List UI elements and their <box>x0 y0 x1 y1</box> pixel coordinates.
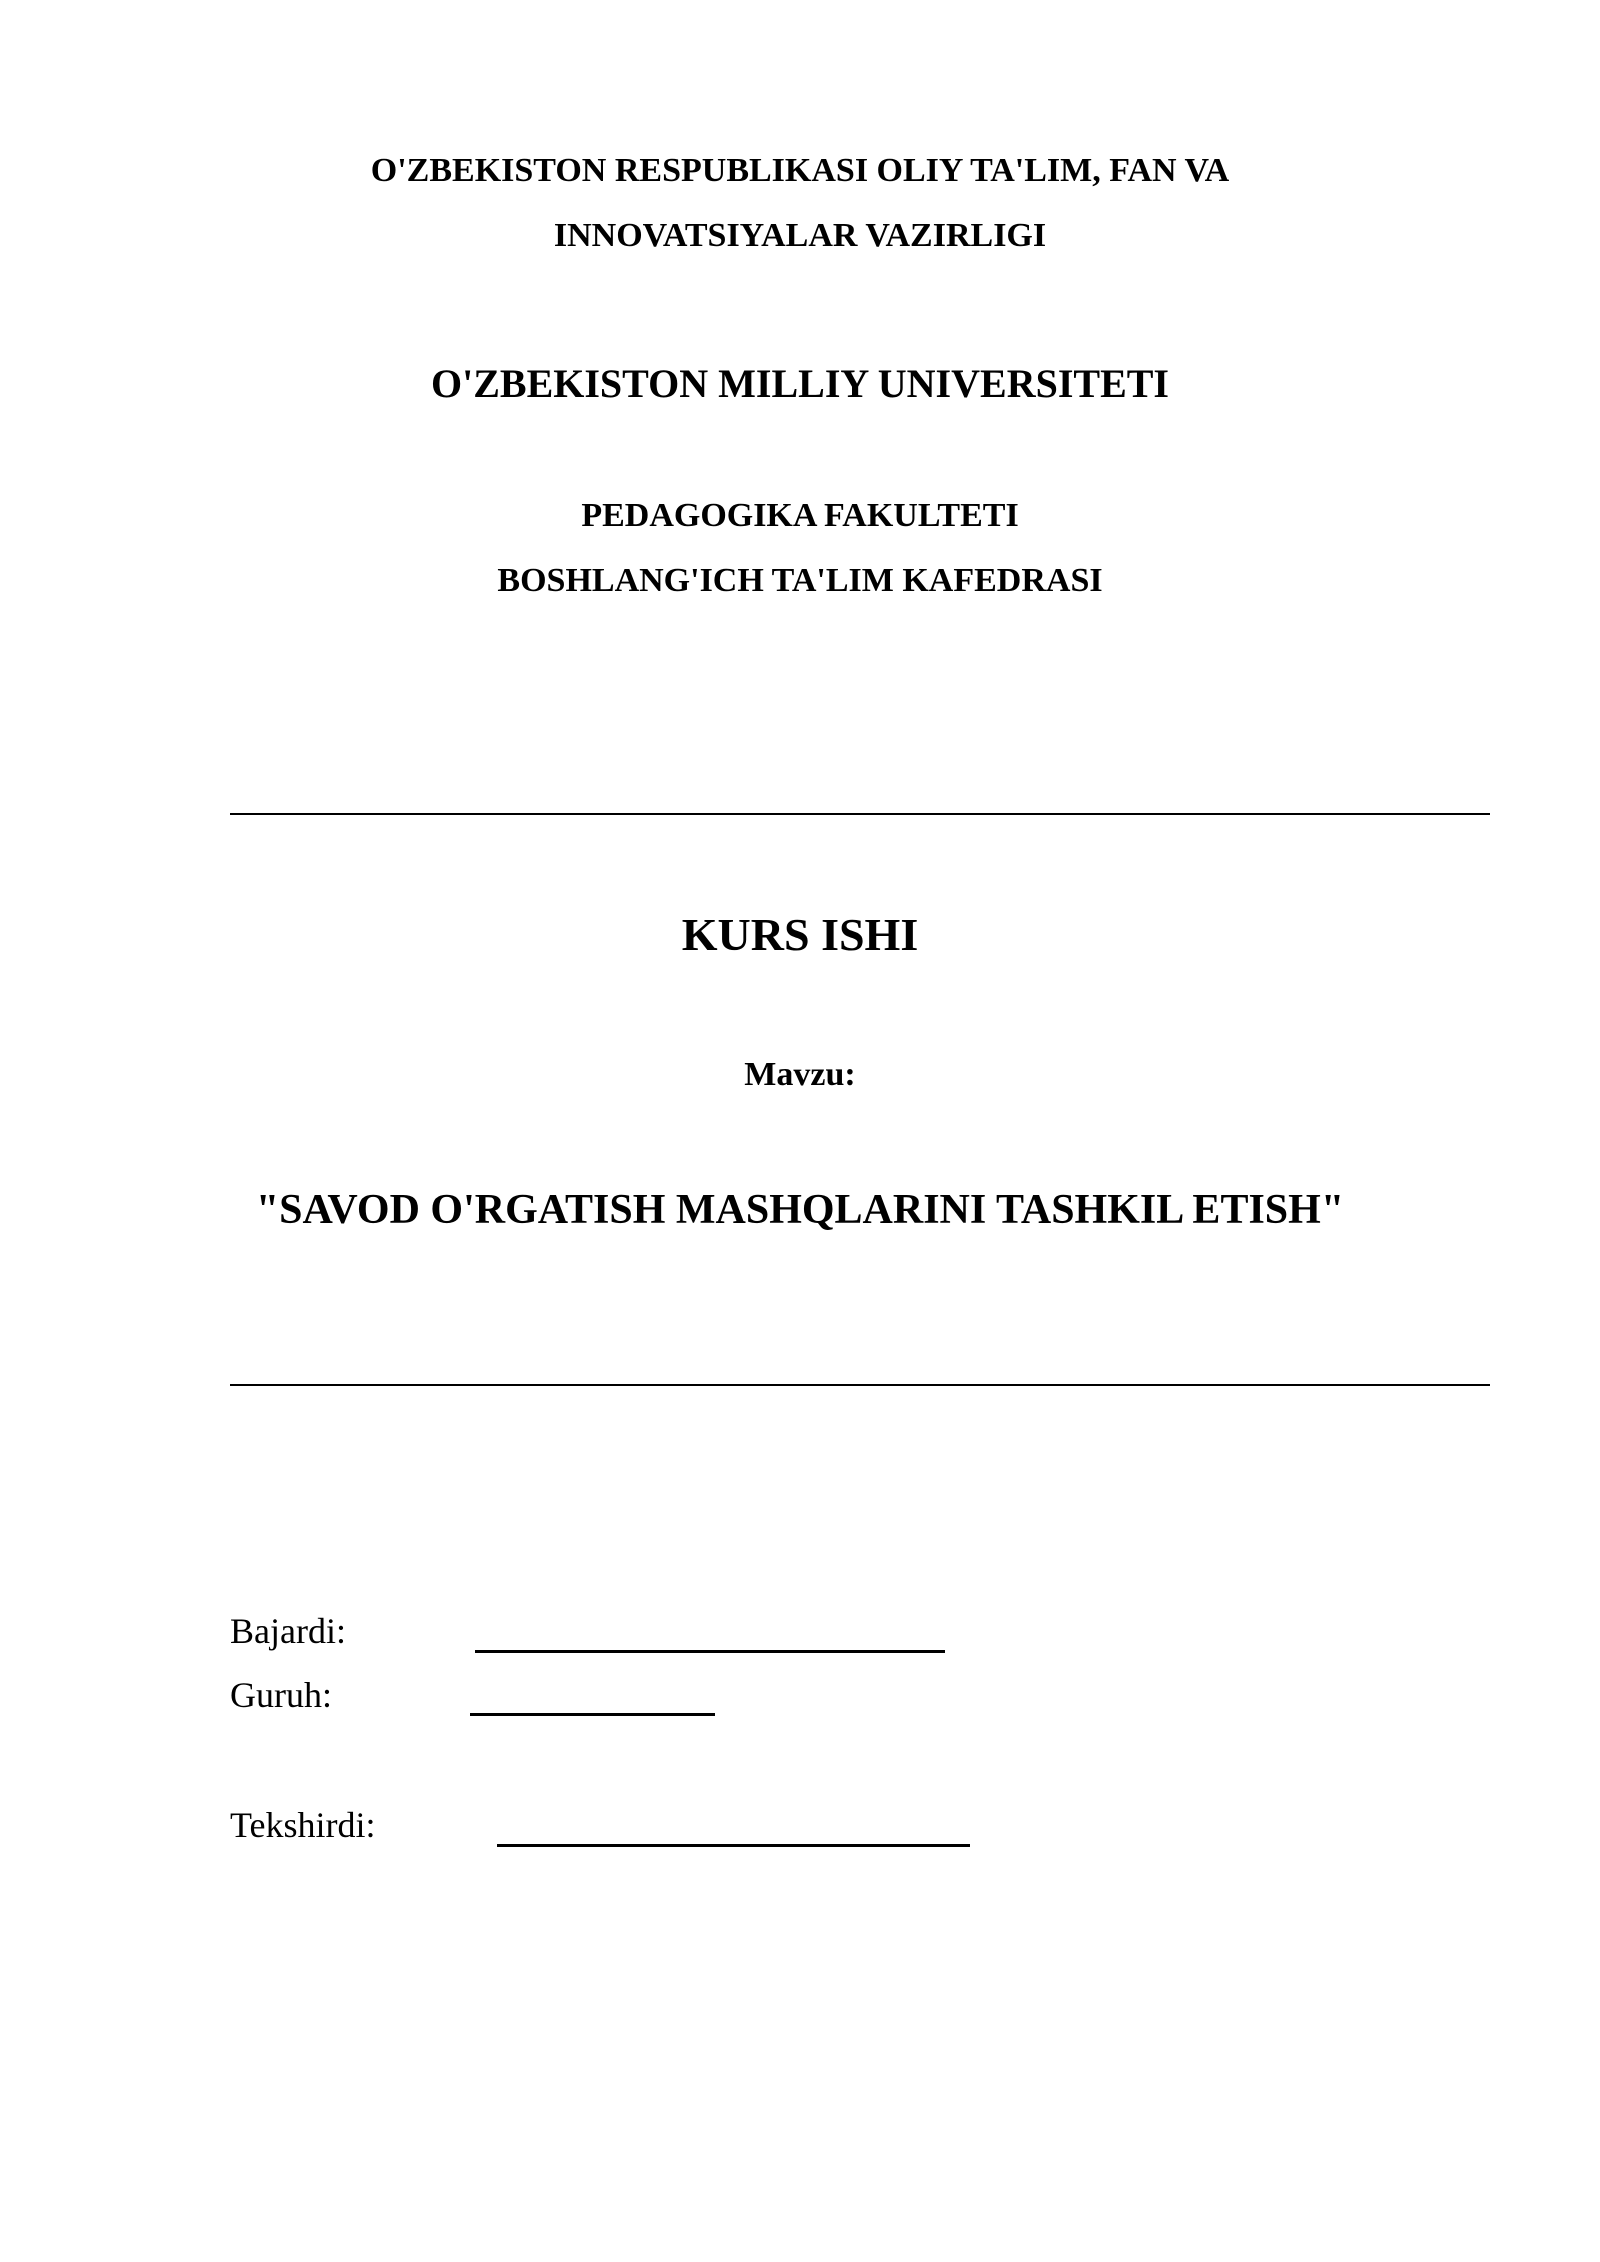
divider-top <box>230 813 1490 815</box>
ministry-title-line-1: O'ZBEKISTON RESPUBLIKASI OLIY TA'LIM, FAN VA <box>370 152 1230 189</box>
guruh-label: Guruh: <box>230 1675 332 1715</box>
topic-title: "SAVOD O'RGATISH MASHQLARINI TASHKIL ETISH" <box>255 1187 1345 1233</box>
topic-label: Mavzu: <box>744 1056 856 1093</box>
department-name: BOSHLANG'ICH TA'LIM KAFEDRASI <box>497 562 1103 599</box>
tekshirdi-label: Tekshirdi: <box>230 1805 376 1845</box>
bajardi-blank-line <box>475 1650 945 1653</box>
guruh-blank-line <box>470 1713 715 1716</box>
bajardi-label: Bajardi: <box>230 1611 346 1651</box>
ministry-title-line-2: INNOVATSIYALAR VAZIRLIGI <box>553 217 1047 254</box>
university-name: O'ZBEKISTON MILLIY UNIVERSITETI <box>430 361 1169 406</box>
divider-bottom <box>230 1384 1490 1386</box>
document-type-title: KURS ISHI <box>681 909 919 960</box>
faculty-name: PEDAGOGIKA FAKULTETI <box>581 497 1019 534</box>
tekshirdi-blank-line <box>497 1844 970 1847</box>
